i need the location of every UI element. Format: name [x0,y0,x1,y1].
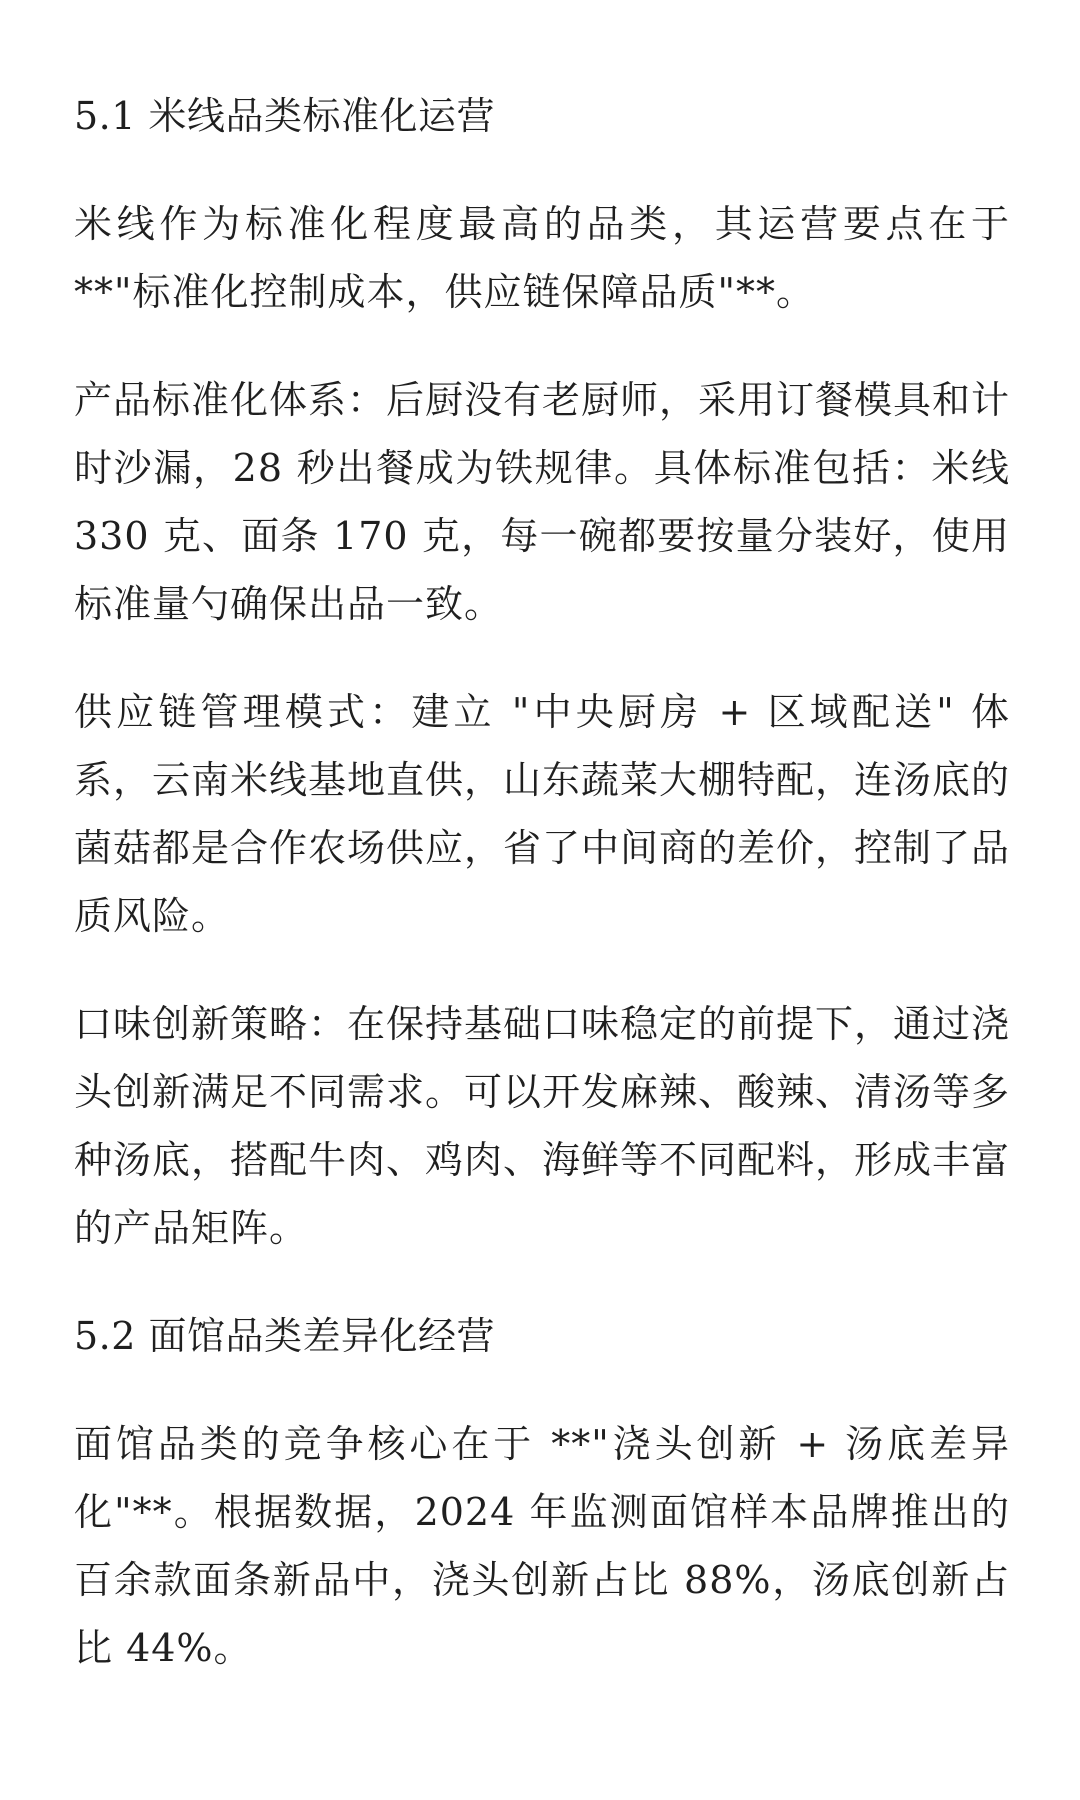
paragraph: 口味创新策略：在保持基础口味稳定的前提下，通过浇头创新满足不同需求。可以开发麻辣、酸辣、清汤等多种汤底，搭配牛肉、鸡肉、海鲜等不同配料，形成丰富的产品矩阵。 [74,1002,1011,1250]
paragraph: 产品标准化体系：后厨没有老厨师，采用订餐模具和计时沙漏，28 秒出餐成为铁规律。具体标准包括：米线 330 克、面条 170 克，每一碗都要按量分装好，使用标准量勺确保出品一致。 [74,378,1011,626]
paragraph: 面馆品类的竞争核心在于 **"浇头创新 + 汤底差异化"**。根据数据，2024 年监测面馆样本品牌推出的百余款面条新品中，浇头创新占比 88%，汤底创新占比 44%。 [74,1422,1010,1670]
section-5-1 [74,82,1010,1262]
section-heading: 5.1 米线品类标准化运营 [74,94,496,138]
paragraph: 米线作为标准化程度最高的品类，其运营要点在于**"标准化控制成本，供应链保障品质"**。 [74,202,1010,314]
article [74,82,1010,1682]
section-heading: 5.2 面馆品类差异化经营 [74,1314,496,1358]
paragraph: 供应链管理模式：建立 "中央厨房 + 区域配送" 体系，云南米线基地直供，山东蔬菜大棚特配，连汤底的菌菇都是合作农场供应，省了中间商的差价，控制了品质风险。 [74,690,1011,938]
section-5-2 [74,1302,1010,1682]
